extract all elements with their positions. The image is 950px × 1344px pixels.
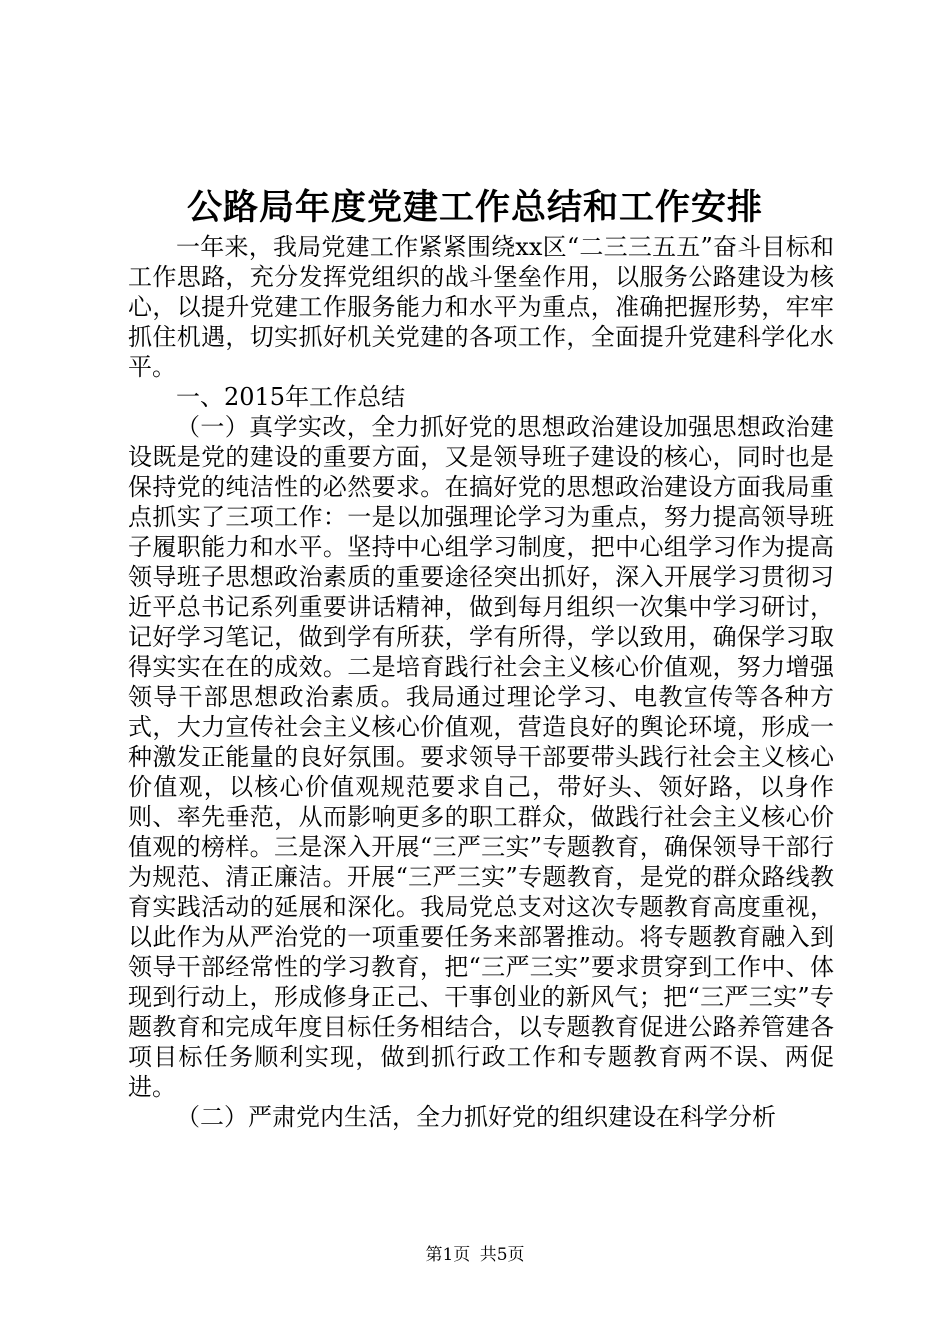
paragraph-section-2: （二）严肃党内生活，全力抓好党的组织建设在科学分析	[176, 1103, 776, 1131]
paragraph-section-1: （一）真学实改，全力抓好党的思想政治建设加强思想政治建设既是党的建设的重要方面，又是领导班子建设的核心，同时也是保持党的纯洁性的必然要求。在搞好党的思想政治建设方面我局重点抓实了三项工作：一是以加强理论学习为重点，努力提高领导班子履职能力和水平。坚持中心组学习制度，把中心组学习作为提高领导班子思想政治素质的重要途径突出抓好，深入开展学习贯彻习近平总书记系列重要讲话精神，做到每月组织一次集中学习研讨，记好学习笔记，做到学有所获，学有所得，学以致用，确保学习取得实实在在的成效。二是培育践行社会主义核心价值观，努力增强领导干部思想政治素质。我局通过理论学习、电教宣传等各种方式，大力宣传社会主义核心价值观，营造良好的舆论环境，形成一种激发正能量的良好氛围。要求领导干部要带头践行社会主义核心价值观，以核心价值观规范要求自己，带好头、领好路，以身作则、率先垂范，从而影响更多的职工群众，做践行社会主义核心价值观的榜样。三是深入开展“三严三实”专题教育，确保领导干部行为规范、清正廉洁。开展“三严三实”专题教育，是党的群众路线教育实践活动的延展和深化。我局党总支对这次专题教育高度重视，以此作为从严治党的一项重要任务来部署推动。将专题教育融入到领导干部经常性的学习教育，把“三严三实”要求贯穿到工作中、体现到行动上，形成修身正己、干事创业的新风气；把“三严三实”专题教育和完成年度目标任务相结合，以专题教育促进公路养管建各项目标任务顺利实现，做到抓行政工作和专题教育两不误、两促进。	[128, 413, 834, 1101]
document-title: 公路局年度党建工作总结和工作安排	[186, 187, 763, 228]
page-footer	[0, 1243, 950, 1267]
page-total: 共5页	[479, 1245, 525, 1265]
paragraph-intro: 一年来，我局党建工作紧紧围绕xx区“二三三五五”奋斗目标和工作思路，充分发挥党组织的战斗堡垒作用，以服务公路建设为核心，以提升党建工作服务能力和水平为重点，准确把握形势，牢牢抓住机遇，切实抓好机关党建的各项工作，全面提升党建科学化水平。	[128, 233, 834, 381]
section-heading: 一、2015年工作总结	[176, 383, 406, 411]
document-body	[128, 232, 834, 1132]
page-number: 第1页	[425, 1245, 471, 1265]
